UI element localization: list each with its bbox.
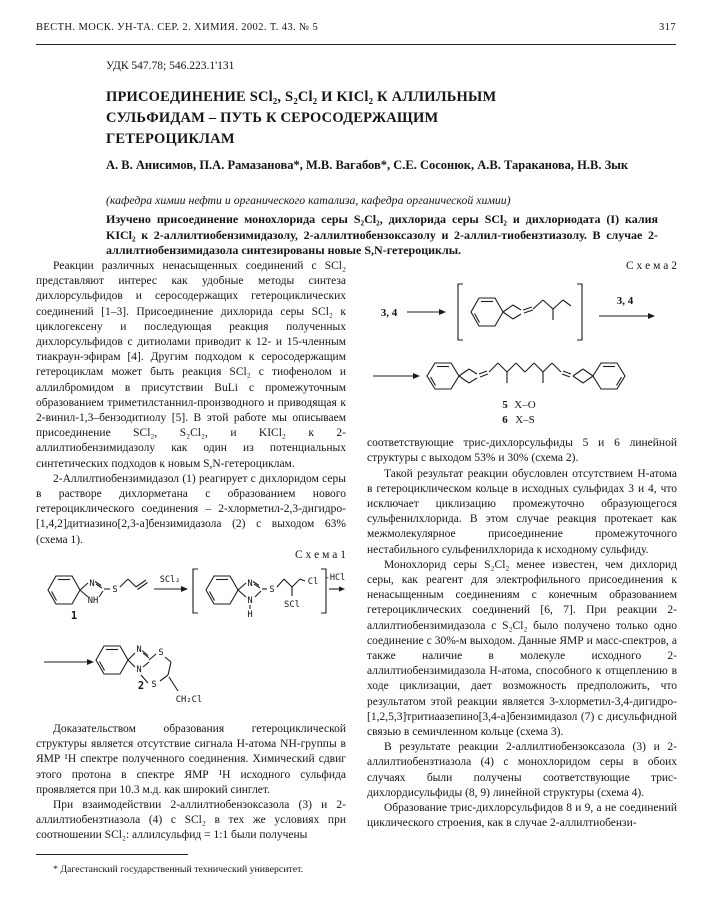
paragraph: соответствующие трис-дихлорсульфиды 5 и 6 линейной структуры с выходом 53% и 30% (схема 2).: [367, 437, 677, 465]
nitrogen-label: N: [247, 596, 253, 607]
article-title: [106, 87, 496, 150]
nitrogen-label: N: [136, 665, 142, 676]
over-arrow-3-4-label: 3, 4: [616, 295, 634, 308]
compound-6-number: 6: [502, 414, 508, 427]
continuation-arrow: [373, 373, 420, 379]
reaction-arrow-scl2: [154, 575, 188, 592]
paragraph: Монохлорид серы S₂Cl₂ менее известен, чем дихлорид серы, как реагент для электрофильного присоединения к ненасыщенным соединениям с конечным образованием гетероциклических соединений [6, 7]. При реакции 2-аллилтиобензимидазола с S₂Cl₂ было получено только одно соединение с 30%-м выходом. Данные ЯМР и масс-спектров, а также наличие в молекуле исходного 2-аллилтиобензимидазола Н-атома, способного к отщеплению в ходе циклизации, дает возможность предположить, что результатом этой реакции является 3-хлорметил-3,4-дигидро-[1,2,5,3]тритиаазепино[3,4-а]бензимидазол (7) с дисульфидной связью в семичленном кольце (схема 3).: [367, 558, 677, 739]
abstract: Изучено присоединение монохлорида серы S₂Cl₂, дихлорида серы SCl₂ и дихлориодата (I) калия KICl₂ к 2-аллилтиобензимидазолу, 2-аллилтиобензоксазолу и 2-аллил-тиобензтиазолу. В случае 2-аллилтиобензимидазола синтезированы новые S,N-гетероциклы.: [106, 212, 658, 258]
sulfur-label: S: [112, 585, 118, 596]
compound-6-x-group: X–S: [515, 414, 535, 427]
journal-title: ВЕСТН. МОСК. УН-ТА. СЕР. 2. ХИМИЯ. 2002. Т. 43. № 5: [36, 22, 319, 33]
continuation-arrow: [44, 659, 94, 665]
compound-5-number: 5: [502, 399, 508, 412]
header-rule: [36, 44, 676, 45]
cl-label: Cl: [307, 577, 319, 588]
footnote-text: * Дагестанский государственный технический университет.: [53, 863, 304, 875]
paragraph: В результате реакции 2-аллилтиобензоксазола (3) и 2-аллилтиобензтиазола (4) с монохлоридом серы в обоих случаях были получены соответствующие трис-дихлордисульфиды (8, 9) линейной структуры (схема 4).: [367, 741, 677, 799]
scheme-2-drawing: [367, 276, 677, 434]
compound-2-number: 2: [137, 680, 145, 693]
page-number: 317: [659, 22, 676, 33]
scheme-1-caption: С х е м а 1: [294, 548, 346, 561]
sulfur-label: S: [158, 648, 164, 659]
nh-label: NH: [87, 596, 99, 607]
authors-list: А. В. Анисимов, П.А. Рамазанова*, М.В. Вагабов*, С.Е. Сосонюк, А.В. Тараканова, Н.В. Зык: [106, 158, 629, 172]
title-line-3: ГЕТЕРОЦИКЛАМ: [106, 131, 235, 147]
hydrogen-label: H: [247, 610, 253, 621]
reactants-3-4-label: 3, 4: [380, 307, 398, 320]
product-2-structure: [96, 645, 202, 705]
right-column: [367, 259, 677, 881]
product-5-6-structure: [427, 363, 625, 389]
paragraph: Образование трис-дихлорсульфидов 8 и 9, а не соединений циклического строения, как в случае 2-аллилтиобензи-: [367, 802, 677, 830]
reaction-arrow-3-4: [599, 295, 655, 319]
title-line-2: СУЛЬФИДАМ – ПУТЬ К СЕРОСОДЕРЖАЩИМ: [106, 110, 439, 126]
nitrogen-label: N: [136, 645, 142, 656]
paragraph: Такой результат реакции обусловлен отсутствием Н-атома в гетероциклическом кольце в исходных сульфидах 3 и 4, что исключает циклизацию промежуточно образующегося сульфенилхлорида. В этом случае реакция протекает как межмолекулярное присоединение промежуточного нестабильного сульфенилхлорида к исходному сульфиду.: [367, 467, 677, 556]
paragraph: Реакции различных ненасыщенных соединений с SCl₂ представляют интерес как удобные методы синтеза дихлорсульфидов и серосодержащих гетероциклических соединений [1–3]. Присоединение дихлорида серы SCl₂ к циклогексену и последующая реакция полученных дихлорсульфидов с дитиолами приводит к 12- и 15-членным тиакраун-эфирам [4]. Другим подходом к серосодержащим гетероциклам может быть реакция SCl₂ с тиофенолом и аллилбромидом в присутствии BuLi с промежуточным образованием триметилстаннил-производного и приводящая к 2-винил-1,3–бензодитиолу [5]. В этой работе мы описываем присоединение SCl₂, S₂Cl₂, и KICl₂ к 2-аллилтиобензимидазолу как один из потенциальных синтетических подходов к новым S,N-гетероциклам.: [36, 260, 346, 470]
affiliation: (кафедра химии нефти и органического катализа, кафедра органической химии): [106, 193, 511, 207]
running-head: [36, 22, 676, 33]
footnote-block: [36, 854, 346, 881]
sulfur-label: S: [269, 585, 275, 596]
scheme-2-caption: С х е м а 2: [625, 260, 677, 272]
intermediate-structure: [458, 284, 582, 340]
reactants-3-4-label-group: [381, 307, 446, 319]
two-column-body: [36, 259, 677, 881]
intermediate-structure: [193, 569, 326, 620]
reaction-arrow-hcl: [325, 573, 345, 592]
udc-code: УДК 547.78; 546.223.1'131: [106, 60, 235, 72]
footnote-rule: [36, 854, 188, 855]
reactant-1-structure: [48, 576, 148, 622]
sulfur-label: S: [151, 680, 157, 691]
nitrogen-label: N: [247, 579, 253, 590]
title-line-1: ПРИСОЕДИНЕНИЕ SCl₂, S₂Cl₂ И KICl₂ К АЛЛИЛЬНЫМ: [106, 89, 497, 105]
hcl-byproduct-label: -HCl: [324, 573, 346, 584]
left-column: [36, 259, 346, 881]
product-variant-labels: [502, 399, 535, 426]
paragraph: 2-Аллилтиобензимидазол (1) реагирует с дихлоридом серы в растворе дихлорметана с образованием нового гетероциклического соединения – 2-хлорметил-2,3-дигидро-[1,4,2]дитиазино[2,3-а]бензимидазола (2) с выходом 63% (схема 1).: [36, 472, 346, 546]
paragraph: При взаимодействии 2-аллилтиобензоксазола (3) и 2-аллилтиобензтиазола (4) с SCl₂ в тех же условиях при соотношении SCl₂: аллилсульфид = 1:1 были получены: [36, 799, 346, 842]
scl2-reagent-label: SCl₂: [159, 575, 181, 586]
scheme-1-drawing: [36, 565, 346, 720]
nitrogen-label: N: [89, 579, 95, 590]
scl-group-label: SCl: [284, 600, 300, 611]
compound-1-number: 1: [70, 610, 78, 623]
paragraph: Доказательством образования гетероциклической структуры является отсутствие сигнала Н-атома NH-группы в ЯМР ¹Н спектре полученного соединения. Химический сдвиг этого протона в спектре ЯМР ¹Н исходного сульфида проявляется при 10.3 м.д. как широкий синглет.: [36, 723, 346, 796]
ch2cl-group-label: CH₂Cl: [175, 695, 203, 706]
compound-5-x-group: X–O: [514, 399, 536, 412]
